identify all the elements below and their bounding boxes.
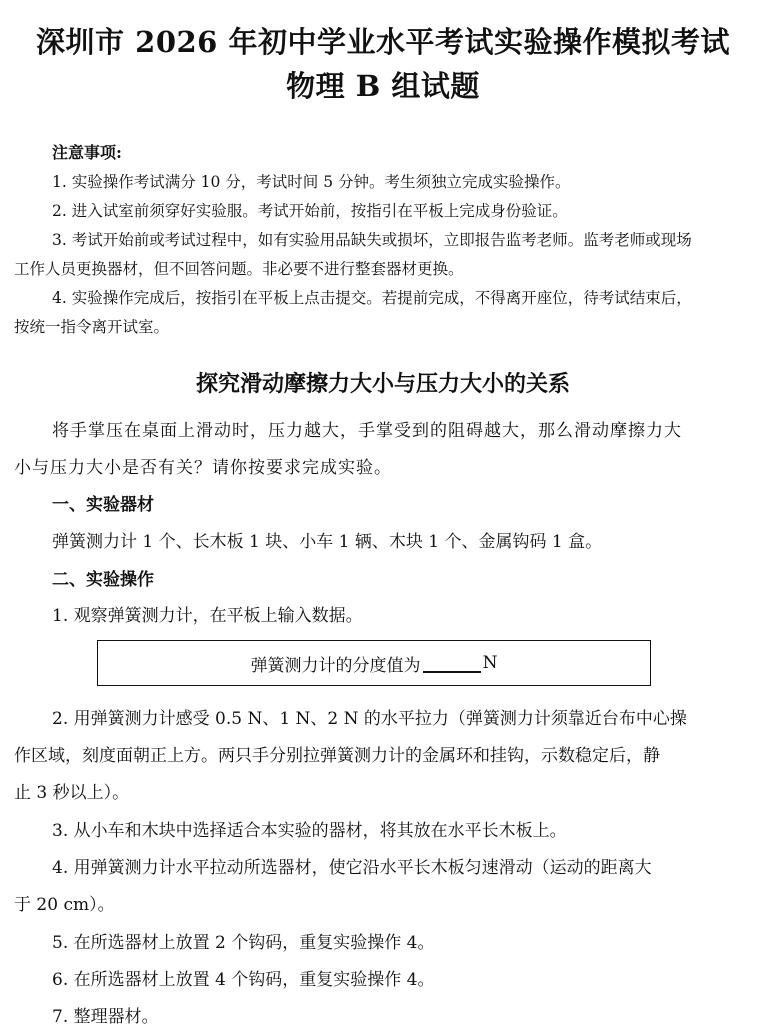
answer-prefix: 弹簧测力计的分度值为 [250, 655, 421, 676]
step-2-line-1: 2. 用弹簧测力计感受 0.5 N、1 N、2 N 的水平拉力（弹簧测力计须靠近台布中心操 [52, 709, 687, 729]
step-4-line-2: 于 20 cm）。 [14, 895, 115, 915]
document-title-line1: 深圳市 2026 年初中学业水平考试实验操作模拟考试 [36, 25, 730, 59]
section1-heading: 一、实验器材 [52, 495, 154, 515]
intro-line-2: 小与压力大小是否有关？请你按要求完成实验。 [14, 458, 392, 478]
equipment-list: 弹簧测力计 1 个、长木板 1 块、小车 1 辆、木块 1 个、金属钩码 1 盒。 [52, 532, 603, 552]
notice-item-3-cont: 工作人员更换器材，但不回答问题。非必要不进行整套器材更换。 [14, 260, 464, 278]
step-2-line-3: 止 3 秒以上）。 [14, 783, 130, 803]
step-2-line-2: 作区域，刻度面朝正上方。两只手分别拉弹簧测力计的金属环和挂钩，示数稳定后，静 [14, 746, 660, 766]
step-7: 7. 整理器材。 [52, 1007, 159, 1027]
section2-heading: 二、实验操作 [52, 570, 154, 590]
notice-item-4-cont: 按统一指令离开试室。 [14, 318, 170, 336]
answer-unit: N [482, 653, 498, 673]
experiment-title: 探究滑动摩擦力大小与压力大小的关系 [195, 371, 570, 397]
step-6: 6. 在所选器材上放置 4 个钩码，重复实验操作 4。 [52, 970, 435, 990]
notice-heading: 注意事项: [52, 143, 122, 162]
step-4-line-1: 4. 用弹簧测力计水平拉动所选器材，使它沿水平长木板匀速滑动（运动的距离大 [52, 858, 652, 878]
notice-item-1: 1. 实验操作考试满分 10 分，考试时间 5 分钟。考生须独立完成实验操作。 [52, 173, 571, 191]
notice-item-2: 2. 进入试室前须穿好实验服。考试开始前，按指引在平板上完成身份验证。 [52, 202, 568, 220]
notice-item-3: 3. 考试开始前或考试过程中，如有实验用品缺失或损坏，立即报告监考老师。监考老师或现场 [52, 231, 692, 249]
intro-line-1: 将手掌压在桌面上滑动时，压力越大，手掌受到的阻碍越大，那么滑动摩擦力大 [52, 421, 682, 441]
notice-item-4: 4. 实验操作完成后，按指引在平板上点击提交。若提前完成，不得离开座位，待考试结束后， [52, 289, 692, 307]
step-1: 1. 观察弹簧测力计，在平板上输入数据。 [52, 606, 363, 626]
step-3: 3. 从小车和木块中选择适合本实验的器材，将其放在水平长木板上。 [52, 821, 567, 841]
document-title-line2: 物理 B 组试题 [286, 69, 480, 103]
answer-box [97, 640, 651, 686]
answer-blank[interactable] [423, 653, 481, 673]
step-5: 5. 在所选器材上放置 2 个钩码，重复实验操作 4。 [52, 933, 435, 953]
